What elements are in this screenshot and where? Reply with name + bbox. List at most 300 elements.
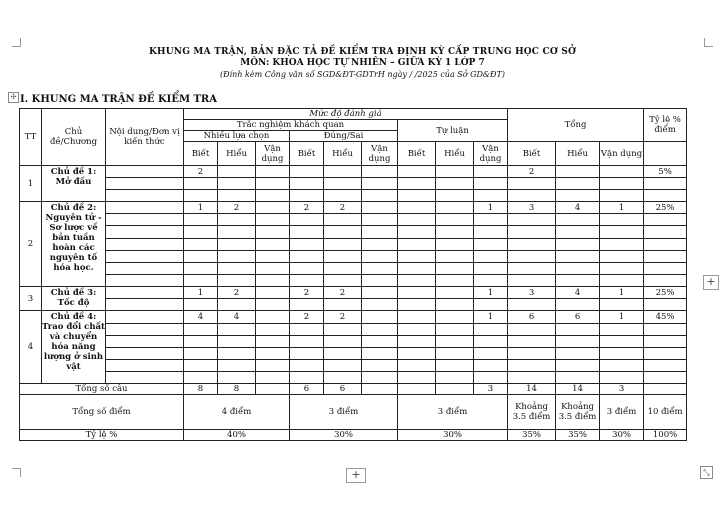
noi-dung-cell[interactable] [106,214,184,226]
value-cell[interactable]: 1 [184,202,218,214]
value-cell[interactable] [436,360,474,372]
value-cell[interactable] [398,262,436,274]
value-cell[interactable] [398,384,436,395]
percent-cell[interactable] [644,335,687,347]
value-cell[interactable]: 4 [184,311,218,323]
value-cell[interactable] [362,323,398,335]
value-cell[interactable] [290,262,324,274]
value-cell[interactable] [474,299,508,311]
value-cell[interactable] [474,214,508,226]
value-cell[interactable] [218,190,256,202]
value-cell[interactable]: 6 [290,384,324,395]
value-cell[interactable]: 1 [184,287,218,299]
value-cell[interactable] [218,372,256,384]
value-cell[interactable] [398,299,436,311]
value-cell[interactable] [184,238,218,250]
percent-cell[interactable]: 25% [644,202,687,214]
header-hieu[interactable]: Hiểu [436,142,474,166]
value-cell[interactable] [256,250,290,262]
value-cell[interactable] [290,323,324,335]
total-cell[interactable] [508,372,556,384]
total-cell[interactable]: 30% [600,430,644,441]
noi-dung-cell[interactable] [106,262,184,274]
value-cell[interactable]: 2 [218,202,256,214]
header-van-dung[interactable]: Vận dụng [474,142,508,166]
value-cell[interactable] [436,384,474,395]
value-cell[interactable] [398,190,436,202]
total-cell[interactable]: 6 [508,311,556,323]
total-cell[interactable]: 1 [600,202,644,214]
total-cell[interactable] [556,372,600,384]
total-cell[interactable] [508,238,556,250]
total-cell[interactable] [600,214,644,226]
value-cell[interactable]: 8 [184,384,218,395]
total-cell[interactable] [508,360,556,372]
value-cell[interactable] [362,238,398,250]
total-cell[interactable] [600,238,644,250]
value-cell[interactable] [474,323,508,335]
value-cell[interactable] [256,275,290,287]
noi-dung-cell[interactable] [106,360,184,372]
value-cell[interactable] [184,190,218,202]
add-row-button[interactable]: + [346,468,366,483]
value-cell[interactable] [436,190,474,202]
total-cell[interactable]: 3 [508,287,556,299]
value-cell[interactable] [436,214,474,226]
total-cell[interactable] [556,214,600,226]
value-cell[interactable] [324,335,362,347]
value-cell[interactable] [436,202,474,214]
percent-cell[interactable] [644,323,687,335]
value-cell[interactable] [256,178,290,190]
value-cell[interactable] [398,287,436,299]
value-cell[interactable]: 6 [324,384,362,395]
value-cell[interactable] [256,299,290,311]
total-cell[interactable]: 4 [556,287,600,299]
value-cell[interactable] [256,335,290,347]
value-cell[interactable] [218,214,256,226]
total-cell[interactable]: 14 [508,384,556,395]
value-cell[interactable] [184,323,218,335]
total-cell[interactable]: 1 [600,311,644,323]
total-cell[interactable] [600,323,644,335]
value-cell[interactable] [256,311,290,323]
ty-le-nhieu-lua-chon[interactable]: 40% [184,430,290,441]
value-cell[interactable] [436,250,474,262]
value-cell[interactable] [398,372,436,384]
noi-dung-cell[interactable] [106,190,184,202]
value-cell[interactable] [398,347,436,359]
value-cell[interactable]: 2 [324,311,362,323]
add-column-button[interactable]: + [703,275,719,290]
percent-cell[interactable] [644,250,687,262]
value-cell[interactable] [290,226,324,238]
header-ty-le[interactable]: Tỷ lệ % điểm [644,109,687,142]
total-cell[interactable] [508,250,556,262]
noi-dung-cell[interactable] [106,275,184,287]
value-cell[interactable] [184,250,218,262]
value-cell[interactable] [436,178,474,190]
percent-cell[interactable] [644,178,687,190]
value-cell[interactable]: 2 [324,202,362,214]
percent-cell[interactable] [644,372,687,384]
value-cell[interactable] [324,250,362,262]
value-cell[interactable]: 2 [324,287,362,299]
value-cell[interactable] [324,190,362,202]
percent-cell[interactable]: 100% [644,430,687,441]
total-cell[interactable]: 2 [508,166,556,178]
noi-dung-cell[interactable] [106,226,184,238]
tt-cell[interactable]: 1 [20,166,42,202]
total-cell[interactable]: 3 [600,384,644,395]
value-cell[interactable] [362,226,398,238]
value-cell[interactable] [218,347,256,359]
chu-de-cell[interactable] [42,202,106,287]
total-cell[interactable] [600,372,644,384]
total-cell[interactable]: 3 điểm [600,395,644,430]
value-cell[interactable]: 2 [290,202,324,214]
value-cell[interactable] [218,178,256,190]
value-cell[interactable] [184,226,218,238]
header-van-dung[interactable]: Vận dụng [600,142,644,166]
total-cell[interactable] [600,335,644,347]
value-cell[interactable] [324,166,362,178]
tt-cell[interactable]: 4 [20,311,42,384]
noi-dung-cell[interactable] [106,202,184,214]
value-cell[interactable] [324,214,362,226]
value-cell[interactable] [362,178,398,190]
header-muc-do[interactable]: Mức độ đánh giá [184,109,508,120]
value-cell[interactable] [362,299,398,311]
total-cell[interactable] [556,190,600,202]
total-cell[interactable] [556,250,600,262]
value-cell[interactable] [362,202,398,214]
value-cell[interactable] [184,372,218,384]
header-biet[interactable]: Biết [184,142,218,166]
percent-cell[interactable] [644,299,687,311]
total-cell[interactable] [508,262,556,274]
value-cell[interactable] [398,311,436,323]
value-cell[interactable]: 1 [474,287,508,299]
header-van-dung[interactable]: Vận dụng [362,142,398,166]
value-cell[interactable] [362,384,398,395]
header-hieu[interactable]: Hiểu [218,142,256,166]
value-cell[interactable] [290,360,324,372]
value-cell[interactable] [290,275,324,287]
total-cell[interactable] [600,226,644,238]
chu-de-cell[interactable] [42,311,106,384]
diem-tu-luan[interactable]: 3 điểm [398,395,508,430]
value-cell[interactable] [256,202,290,214]
value-cell[interactable] [436,275,474,287]
total-cell[interactable]: Khoảng 3.5 điểm [556,395,600,430]
total-cell[interactable] [600,275,644,287]
total-cell[interactable] [556,347,600,359]
value-cell[interactable] [218,335,256,347]
noi-dung-cell[interactable] [106,166,184,178]
value-cell[interactable] [290,238,324,250]
percent-cell[interactable] [644,360,687,372]
header-hieu[interactable]: Hiểu [324,142,362,166]
header-dung-sai[interactable]: Đúng/Sai [290,131,398,142]
value-cell[interactable] [324,262,362,274]
value-cell[interactable] [436,166,474,178]
value-cell[interactable] [324,178,362,190]
value-cell[interactable] [474,226,508,238]
value-cell[interactable] [324,238,362,250]
table-resize-handle-icon[interactable]: ⤡ [700,466,713,479]
value-cell[interactable] [436,226,474,238]
value-cell[interactable] [436,311,474,323]
value-cell[interactable] [256,323,290,335]
value-cell[interactable] [474,250,508,262]
percent-cell[interactable] [644,275,687,287]
header-biet[interactable]: Biết [290,142,324,166]
total-cell[interactable] [556,335,600,347]
value-cell[interactable] [474,238,508,250]
value-cell[interactable] [398,166,436,178]
value-cell[interactable] [398,226,436,238]
percent-cell[interactable] [644,226,687,238]
value-cell[interactable]: 2 [218,287,256,299]
total-cell[interactable] [508,178,556,190]
percent-cell[interactable] [644,347,687,359]
value-cell[interactable] [436,238,474,250]
total-cell[interactable] [556,360,600,372]
tong-so-diem-label[interactable]: Tổng số điểm [20,395,184,430]
value-cell[interactable] [218,238,256,250]
total-cell[interactable] [600,166,644,178]
total-cell[interactable] [556,178,600,190]
noi-dung-cell[interactable] [106,299,184,311]
value-cell[interactable] [290,166,324,178]
total-cell[interactable] [508,347,556,359]
header-biet[interactable]: Biết [508,142,556,166]
total-cell[interactable] [556,238,600,250]
tt-cell[interactable]: 2 [20,202,42,287]
header-nhieu-lua-chon[interactable]: Nhiều lựa chọn [184,131,290,142]
tt-cell[interactable]: 3 [20,287,42,311]
ty-le-label[interactable]: Tỷ lệ % [20,430,184,441]
value-cell[interactable] [362,275,398,287]
value-cell[interactable] [474,190,508,202]
noi-dung-cell[interactable] [106,250,184,262]
value-cell[interactable] [474,347,508,359]
value-cell[interactable] [362,372,398,384]
value-cell[interactable] [324,360,362,372]
value-cell[interactable] [256,287,290,299]
total-cell[interactable]: Khoảng 3.5 điểm [508,395,556,430]
value-cell[interactable] [256,360,290,372]
value-cell[interactable] [362,360,398,372]
value-cell[interactable] [324,372,362,384]
value-cell[interactable] [256,238,290,250]
noi-dung-cell[interactable] [106,347,184,359]
noi-dung-cell[interactable] [106,335,184,347]
value-cell[interactable] [362,250,398,262]
value-cell[interactable] [398,214,436,226]
value-cell[interactable] [474,166,508,178]
total-cell[interactable] [600,250,644,262]
percent-cell[interactable] [644,214,687,226]
header-tu-luan[interactable]: Tự luận [398,120,508,142]
value-cell[interactable] [256,372,290,384]
value-cell[interactable] [398,323,436,335]
value-cell[interactable] [398,250,436,262]
value-cell[interactable] [218,275,256,287]
value-cell[interactable] [436,299,474,311]
table-move-handle-icon[interactable]: ✣ [8,92,19,103]
total-cell[interactable] [508,190,556,202]
ty-le-dung-sai[interactable]: 30% [290,430,398,441]
header-biet[interactable]: Biết [398,142,436,166]
value-cell[interactable]: 2 [290,311,324,323]
value-cell[interactable] [474,360,508,372]
value-cell[interactable] [218,299,256,311]
value-cell[interactable] [436,335,474,347]
total-cell[interactable]: 35% [556,430,600,441]
total-cell[interactable] [600,262,644,274]
value-cell[interactable] [324,299,362,311]
value-cell[interactable] [436,262,474,274]
value-cell[interactable]: 2 [184,166,218,178]
value-cell[interactable] [398,238,436,250]
value-cell[interactable] [362,287,398,299]
total-cell[interactable]: 14 [556,384,600,395]
value-cell[interactable] [290,335,324,347]
total-cell[interactable] [508,275,556,287]
value-cell[interactable] [474,275,508,287]
noi-dung-cell[interactable] [106,311,184,323]
total-cell[interactable] [508,226,556,238]
value-cell[interactable] [256,226,290,238]
total-cell[interactable] [508,214,556,226]
chu-de-cell[interactable] [42,287,106,311]
value-cell[interactable] [324,275,362,287]
value-cell[interactable] [184,275,218,287]
noi-dung-cell[interactable] [106,178,184,190]
value-cell[interactable] [362,347,398,359]
total-cell[interactable] [508,335,556,347]
value-cell[interactable] [398,275,436,287]
value-cell[interactable] [290,178,324,190]
value-cell[interactable] [218,250,256,262]
value-cell[interactable] [218,360,256,372]
header-tong[interactable]: Tổng [508,109,644,142]
diem-dung-sai[interactable]: 3 điểm [290,395,398,430]
total-cell[interactable]: 3 [508,202,556,214]
value-cell[interactable] [362,190,398,202]
total-cell[interactable] [556,262,600,274]
total-cell[interactable] [556,226,600,238]
total-cell[interactable]: 4 [556,202,600,214]
value-cell[interactable] [398,202,436,214]
noi-dung-cell[interactable] [106,238,184,250]
value-cell[interactable] [256,214,290,226]
value-cell[interactable] [256,190,290,202]
value-cell[interactable] [218,226,256,238]
noi-dung-cell[interactable] [106,287,184,299]
noi-dung-cell[interactable] [106,323,184,335]
value-cell[interactable]: 1 [474,202,508,214]
total-cell[interactable] [600,360,644,372]
header-trac-nghiem[interactable]: Trắc nghiệm khách quan [184,120,398,131]
header-chu-de[interactable]: Chủ đề/Chương [42,109,106,166]
percent-cell[interactable]: 10 điểm [644,395,687,430]
value-cell[interactable] [218,323,256,335]
value-cell[interactable] [362,311,398,323]
header-tt[interactable]: TT [20,109,42,166]
value-cell[interactable] [290,190,324,202]
value-cell[interactable]: 3 [474,384,508,395]
noi-dung-cell[interactable] [106,372,184,384]
value-cell[interactable] [290,214,324,226]
header-hieu[interactable]: Hiểu [556,142,600,166]
value-cell[interactable] [362,166,398,178]
header-blank[interactable] [644,142,687,166]
value-cell[interactable] [218,262,256,274]
value-cell[interactable] [256,384,290,395]
value-cell[interactable] [398,360,436,372]
total-cell[interactable]: 35% [508,430,556,441]
chu-de-cell[interactable] [42,166,106,202]
percent-cell[interactable]: 5% [644,166,687,178]
value-cell[interactable] [436,323,474,335]
value-cell[interactable] [362,262,398,274]
value-cell[interactable]: 2 [290,287,324,299]
header-van-dung[interactable]: Vận dụng [256,142,290,166]
value-cell[interactable] [218,166,256,178]
value-cell[interactable] [256,347,290,359]
value-cell[interactable]: 1 [474,311,508,323]
value-cell[interactable] [184,262,218,274]
total-cell[interactable] [556,166,600,178]
header-noi-dung[interactable]: Nội dung/Đơn vị kiến thức [106,109,184,166]
value-cell[interactable] [436,287,474,299]
total-cell[interactable] [508,323,556,335]
total-cell[interactable] [556,323,600,335]
value-cell[interactable] [362,214,398,226]
tong-so-cau-label[interactable]: Tổng số câu [20,384,184,395]
value-cell[interactable]: 8 [218,384,256,395]
total-cell[interactable] [600,178,644,190]
ty-le-tu-luan[interactable]: 30% [398,430,508,441]
diem-nhieu-lua-chon[interactable]: 4 điểm [184,395,290,430]
value-cell[interactable] [474,335,508,347]
value-cell[interactable] [184,347,218,359]
value-cell[interactable] [290,372,324,384]
value-cell[interactable] [436,372,474,384]
value-cell[interactable] [184,299,218,311]
value-cell[interactable] [256,166,290,178]
value-cell[interactable] [398,178,436,190]
total-cell[interactable] [600,190,644,202]
value-cell[interactable] [474,372,508,384]
value-cell[interactable] [290,347,324,359]
percent-cell[interactable] [644,384,687,395]
value-cell[interactable] [184,335,218,347]
percent-cell[interactable] [644,238,687,250]
value-cell[interactable] [398,335,436,347]
percent-cell[interactable]: 25% [644,287,687,299]
value-cell[interactable] [256,262,290,274]
total-cell[interactable]: 6 [556,311,600,323]
total-cell[interactable] [508,299,556,311]
total-cell[interactable] [600,347,644,359]
value-cell[interactable] [184,178,218,190]
total-cell[interactable] [556,275,600,287]
value-cell[interactable] [324,323,362,335]
